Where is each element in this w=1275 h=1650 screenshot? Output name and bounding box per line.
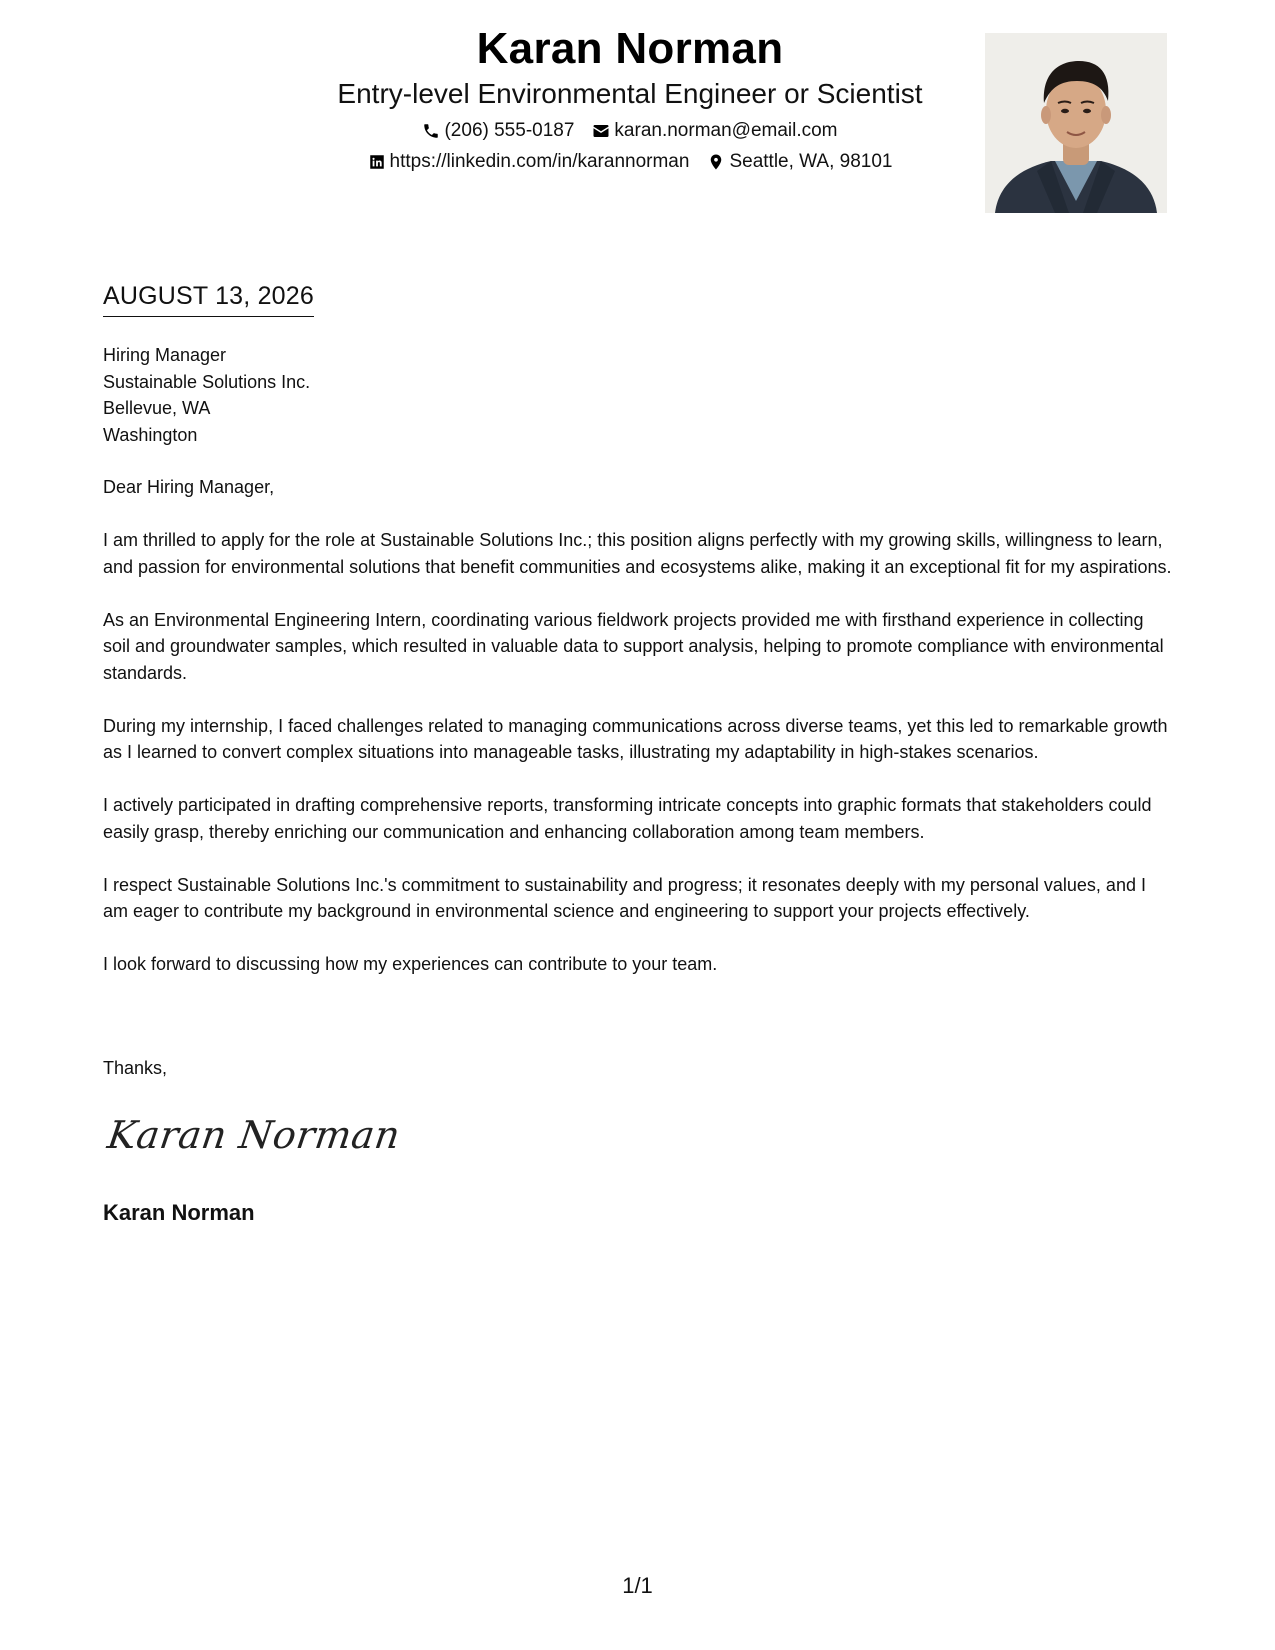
- linkedin-icon: [368, 153, 386, 171]
- sender-name: Karan Norman: [103, 1200, 255, 1225]
- contact-phone: [422, 119, 574, 143]
- letter-body: [103, 474, 1175, 1004]
- envelope-icon: [592, 122, 610, 140]
- recipient-company: Sustainable Solutions Inc.: [103, 371, 311, 392]
- map-pin-icon: [707, 153, 725, 171]
- body-paragraph: I look forward to discussing how my experiences can contribute to your team.: [103, 954, 718, 974]
- body-paragraph: During my internship, I faced challenges related to managing communications across diverse teams, yet this led to remarkable growth as I learned to convert complex situations into manageable tasks, illustrating my adaptability in high-stakes scenarios.: [103, 715, 1168, 762]
- contact-email: [592, 119, 837, 143]
- letter-date: AUGUST 13, 2026: [103, 280, 314, 317]
- profile-photo: [985, 33, 1167, 213]
- recipient-title: Hiring Manager: [103, 345, 227, 365]
- contact-location: [707, 150, 892, 174]
- body-paragraph: I am thrilled to apply for the role at Sustainable Solutions Inc.; this position aligns perfectly with my growing skills, willingness to learn, and passion for environmental solutions that benefit communities and ecosystems alike, making it an exceptional fit for my aspirations.: [103, 530, 1172, 577]
- profile-photo-illustration: [985, 33, 1167, 213]
- recipient-state: Washington: [103, 424, 198, 445]
- recipient-city: Bellevue, WA: [103, 398, 211, 418]
- recipient-block: [103, 342, 310, 448]
- email-address: karan.norman@email.com: [614, 120, 838, 141]
- phone-icon: [422, 122, 440, 140]
- contact-linkedin: [368, 150, 690, 174]
- location-text: Seattle, WA, 98101: [729, 151, 893, 172]
- phone-number: (206) 555-0187: [444, 120, 575, 141]
- linkedin-url: https://linkedin.com/in/karannorman: [389, 151, 690, 172]
- page-number: 1/1: [622, 1573, 653, 1598]
- closing-salutation: Thanks,: [103, 1058, 168, 1078]
- greeting: Dear Hiring Manager,: [103, 477, 275, 497]
- handwritten-signature: Karan Norman: [104, 1113, 403, 1157]
- body-paragraph: As an Environmental Engineering Intern, coordinating various fieldwork projects provided me with firsthand experience in collecting soil and groundwater samples, which resulted in valuable data to support analysis, helping to promote compliance with environmental standards.: [103, 609, 1164, 683]
- applicant-name: Karan Norman: [476, 24, 784, 73]
- body-paragraph: I respect Sustainable Solutions Inc.'s commitment to sustainability and progress; it resonates deeply with my personal values, and I am eager to contribute my background in environmental science and engineering to support your projects effectively.: [103, 874, 1146, 921]
- applicant-headline: Entry-level Environmental Engineer or Scientist: [337, 78, 923, 109]
- body-paragraph: I actively participated in drafting comprehensive reports, transforming intricate concepts into graphic formats that stakeholders could easily grasp, thereby enriching our communication and enhancing collaboration among team members.: [103, 795, 1152, 842]
